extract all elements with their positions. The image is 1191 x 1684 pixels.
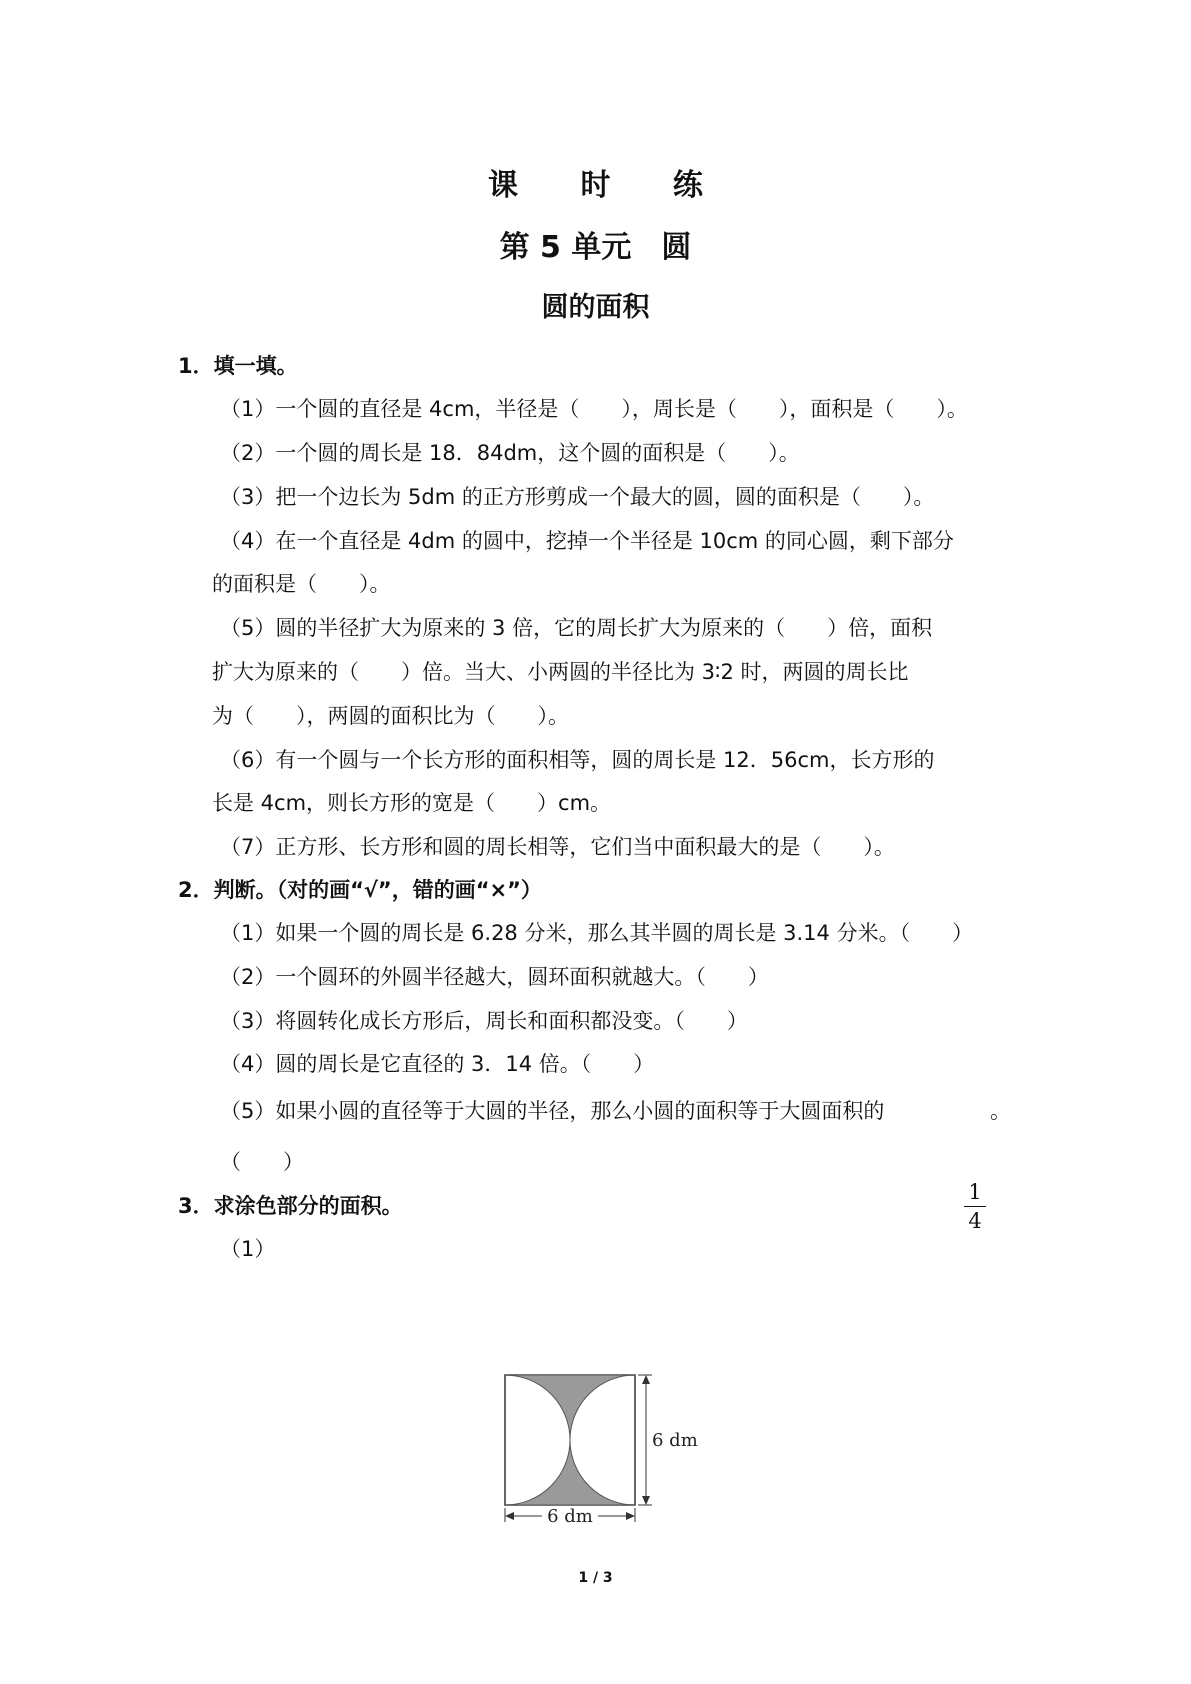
question-3-1: （1） <box>220 1237 276 1261</box>
fraction-bar <box>964 1206 986 1207</box>
section-2-heading: 2．判断。（对的画“√”，错的画“×”） <box>178 878 542 902</box>
question-2-3: （3）将圆转化成长方形后，周长和面积都没变。（ ） <box>220 1009 748 1033</box>
question-1-3: （3）把一个边长为 5dm 的正方形剪成一个最大的圆，圆的面积是（ ）。 <box>220 485 935 509</box>
page-number: 1 / 3 <box>578 1570 613 1586</box>
question-2-1: （1）如果一个圆的周长是 6.28 分米，那么其半圆的周长是 3.14 分米。（ ） <box>220 921 974 945</box>
question-2-4: （4）圆的周长是它直径的 3．14 倍。（ ） <box>220 1052 655 1076</box>
bottom-length-label: 6 dm <box>547 1506 593 1527</box>
unit-title: 第 5 单元 圆 <box>499 230 692 265</box>
section-3-heading: 3．求涂色部分的面积。 <box>178 1194 403 1218</box>
question-1-1: （1）一个圆的直径是 4cm，半径是（ ），周长是（ ），面积是（ ）。 <box>220 397 968 421</box>
dim-right-arrow-bottom <box>642 1496 650 1505</box>
question-2-5-answer: （ ） <box>220 1150 304 1174</box>
question-2-2: （2）一个圆环的外圆半径越大，圆环面积就越大。（ ） <box>220 965 769 989</box>
section-1-heading: 1．填一填。 <box>178 354 298 378</box>
shaded-area-figure <box>500 1370 700 1530</box>
fraction-one-quarter <box>964 1180 986 1233</box>
question-2-5: （5）如果小圆的直径等于大圆的半径，那么小圆的面积等于大圆面积的 <box>220 1099 885 1123</box>
question-1-7: （7）正方形、长方形和圆的周长相等，它们当中面积最大的是（ ）。 <box>220 835 895 859</box>
topic-title: 圆的面积 <box>541 292 650 323</box>
dim-right-arrow-top <box>642 1375 650 1384</box>
question-1-6-cont: 长是 4cm，则长方形的宽是（ ）cm。 <box>212 791 612 815</box>
fraction-denominator: 4 <box>968 1209 982 1233</box>
dim-bottom-arrow-right <box>626 1512 635 1520</box>
question-1-5: （5）圆的半径扩大为原来的 3 倍，它的周长扩大为原来的（ ）倍，面积 <box>220 616 933 640</box>
question-1-5-cont-b: 为（ ），两圆的面积比为（ ）。 <box>212 704 569 728</box>
dim-bottom-arrow-left <box>505 1512 514 1520</box>
question-1-4-cont: 的面积是（ ）。 <box>212 572 391 596</box>
question-1-2: （2）一个圆的周长是 18．84dm，这个圆的面积是（ ）。 <box>220 441 800 465</box>
side-length-label: 6 dm <box>652 1430 698 1451</box>
question-1-6: （6）有一个圆与一个长方形的面积相等，圆的周长是 12．56cm，长方形的 <box>220 748 935 772</box>
question-2-5-period: 。 <box>990 1099 1011 1123</box>
doc-title: 课 时 练 <box>488 168 729 203</box>
fraction-numerator: 1 <box>968 1180 982 1204</box>
question-1-4: （4）在一个直径是 4dm 的圆中，挖掉一个半径是 10cm 的同心圆，剩下部分 <box>220 529 954 553</box>
question-1-5-cont-a: 扩大为原来的（ ）倍。当大、小两圆的半径比为 3∶2 时，两圆的周长比 <box>212 660 909 684</box>
